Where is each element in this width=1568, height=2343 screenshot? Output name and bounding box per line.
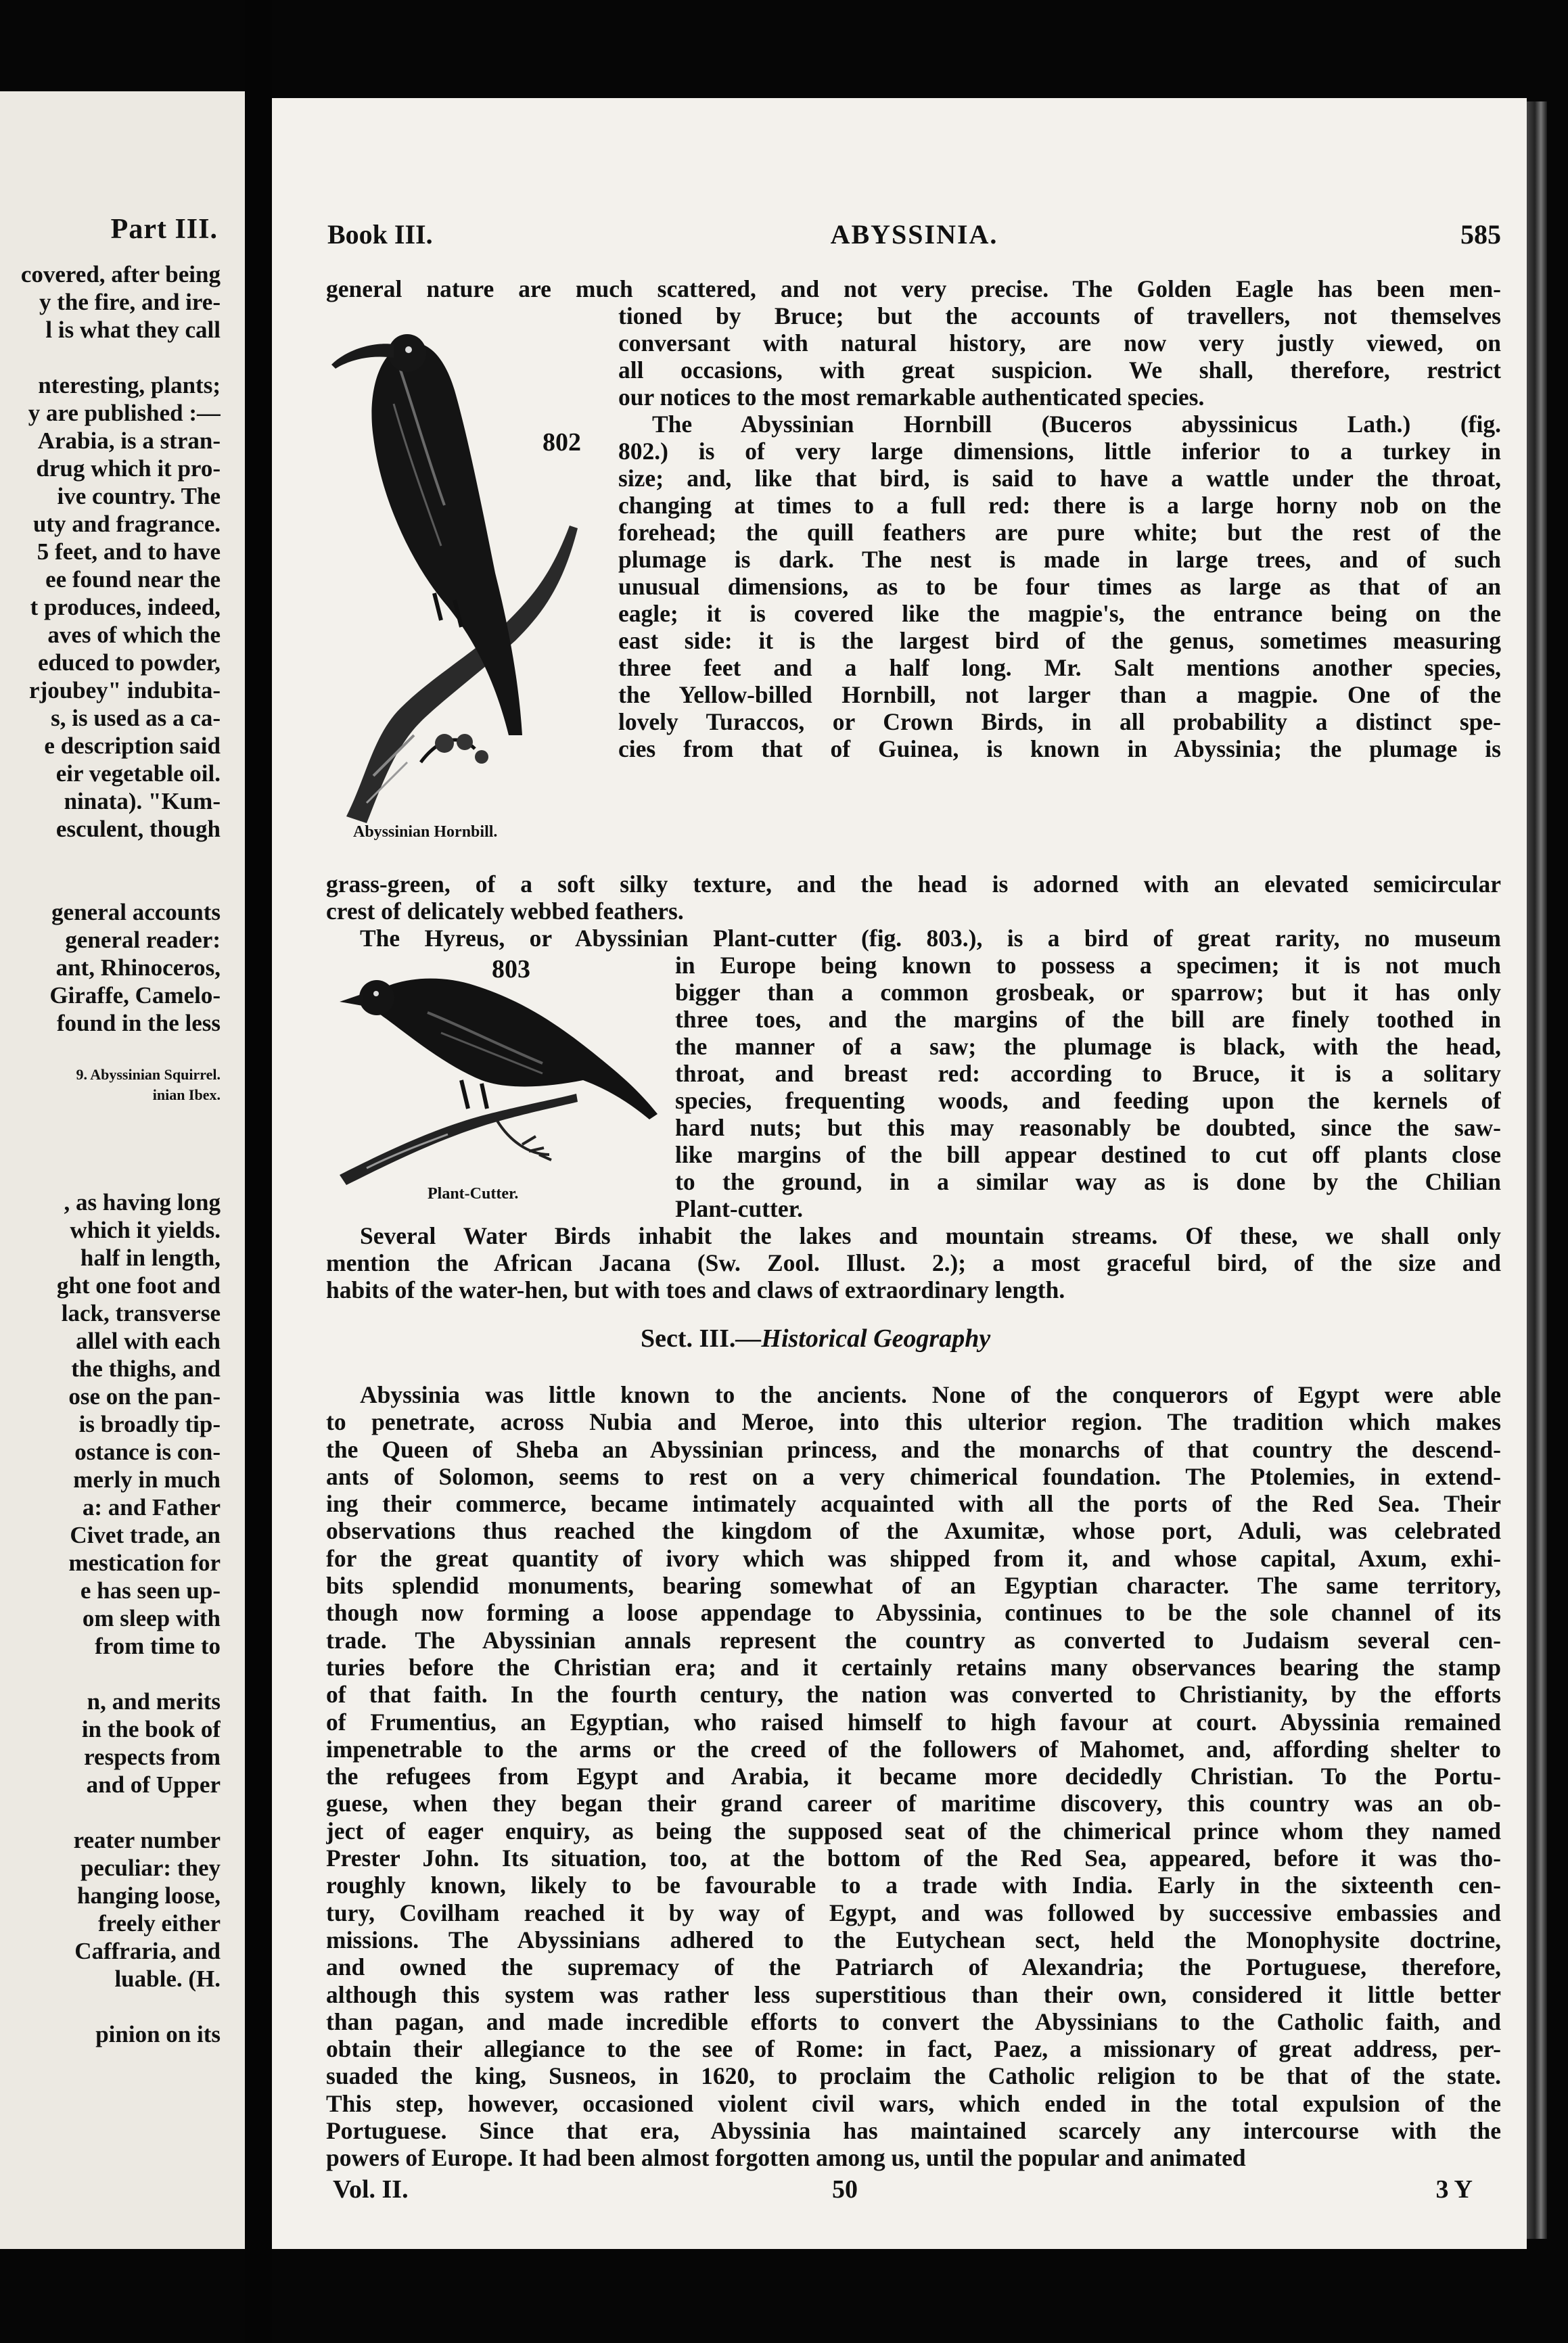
left-page-line: the thighs, and: [71, 1355, 221, 1382]
history-line: although this system was rather less superstitious than their own, considered it little better: [326, 1980, 1501, 2008]
left-page-line: eir vegetable oil.: [55, 760, 221, 787]
book-gutter: [245, 0, 272, 2343]
history-line: missions. The Abyssinians adhered to the Eutychean sect, held the Monophysite doctrine,: [326, 1926, 1501, 1953]
history-line: than pagan, and made incredible efforts to convert the Abyssinians to the Catholic faith, and: [326, 2008, 1501, 2035]
left-page-line: lack, transverse: [61, 1300, 221, 1326]
paragraph-3: in Europe being known to possess a specimen; it is not much bigger than a common grosbeak, or sparrow; but it has only three toes, and the margins of the bill are finely toothed in the manner of a saw; the plumage is black, with the head, throat, and breast red: according to Bruce, it is a solitary species, frequenting woods, and feeding upon the kernels of hard nuts; but this may reasonably be doubted, since the saw- like margins of the bill appear destined to cut off plants close to the ground, in a similar way as is done by the Chilian Plant-cutter.: [675, 952, 1501, 1222]
left-page-line: which it yields.: [70, 1217, 221, 1243]
left-page-line: [0, 843, 221, 871]
left-page-line: found in the less: [56, 1010, 221, 1036]
left-page-line: ee found near the: [45, 566, 221, 593]
left-page-line: n, and merits: [87, 1688, 221, 1715]
left-page-line: hanging loose,: [77, 1882, 221, 1909]
volume-label: Vol. II.: [333, 2175, 409, 2204]
history-line: guese, when they began their grand career of maritime discovery, this country was an ob-: [326, 1790, 1501, 1817]
left-page-line: is broadly tip-: [78, 1411, 221, 1437]
left-page-line: ostance is con-: [74, 1439, 221, 1465]
left-page-line: 5 feet, and to have: [37, 538, 221, 565]
section-title: —Historical Geography: [735, 1324, 991, 1353]
left-page-line: Arabia, is a stran-: [37, 427, 221, 454]
history-line: though now forming a loose appendage to Abyssinia, continues to be the sole channel of its: [326, 1599, 1501, 1627]
page-footer: [333, 2175, 1483, 2208]
left-page-caption-line: 9. Abyssinian Squirrel.: [76, 1066, 221, 1083]
paragraph-1-lead: general nature are much scattered, and not very precise. The Golden Eagle has been men-: [326, 275, 1501, 302]
left-page-line: a: and Father: [82, 1494, 221, 1521]
running-header: [327, 218, 1501, 259]
plant-cutter-illustration: [326, 952, 678, 1195]
left-page-line: t produces, indeed,: [30, 594, 221, 620]
history-line: tury, Covilham reached it by way of Egypt, and was followed by successive embassies and: [326, 1899, 1501, 1926]
left-page-line: [0, 1993, 221, 2020]
left-page-text: [0, 260, 221, 2048]
left-page-line: [0, 344, 221, 371]
paragraph-2-tail: grass-green, of a soft silky texture, and the head is adorned with an elevated semicircular crest of delicately webbed feathers.: [326, 871, 1501, 925]
left-page-line: general reader:: [65, 927, 221, 953]
left-page-line: om sleep with: [82, 1605, 221, 1631]
left-page-line: ant, Rhinoceros,: [55, 954, 221, 981]
left-page-line: [0, 1161, 221, 1188]
left-page-line: from time to: [95, 1633, 221, 1659]
left-page-line: ght one foot and: [56, 1272, 221, 1299]
left-page-line: freely either: [97, 1910, 221, 1936]
left-page-line: mestication for: [68, 1550, 221, 1576]
left-page-line: [0, 1037, 221, 1065]
history-line: to penetrate, across Nubia and Meroe, into this ulterior region. The tradition which makes: [326, 1408, 1501, 1436]
history-line: the Queen of Sheba an Abyssinian princess, and the monarchs of that country the descend-: [326, 1435, 1501, 1463]
left-page-line: esculent, though: [55, 816, 221, 842]
left-page-line: rjoubey" indubita-: [29, 677, 221, 703]
left-page-line: ninata). "Kum-: [64, 788, 221, 814]
figure-number: 802: [543, 428, 581, 457]
page-title: ABYSSINIA.: [830, 219, 998, 250]
history-line: roughly known, likely to be favourable to a trade with India. Early in the sixteenth cen-: [326, 1872, 1501, 1899]
history-line: ing their commerce, became intimately acquainted with all the ports of the Red Sea. Their: [326, 1490, 1501, 1518]
left-page-line: e description said: [44, 733, 221, 759]
left-page-line: drug which it pro-: [36, 455, 221, 482]
figure-803: [326, 952, 678, 1222]
paragraph-3-lead: The Hyreus, or Abyssinian Plant-cutter (fig. 803.), is a bird of great rarity, no museum: [360, 925, 1501, 952]
left-page-line: Caffraria, and: [74, 1938, 221, 1964]
figure-number: 803: [492, 955, 530, 983]
book-label: Book III.: [327, 219, 433, 250]
main-page: [272, 98, 1527, 2249]
book-spine: [1527, 101, 1547, 2239]
paragraph-1: tioned by Bruce; but the accounts of travellers, not themselves conversant with natural history, are now very justly viewed, on all occasions, with great suspicion. We shall, therefore, restrict our notices to the most remarkable authenticated species.: [618, 302, 1501, 411]
figure-caption: Plant-Cutter.: [428, 1185, 519, 1203]
left-page-line: y the fire, and ire-: [39, 289, 221, 315]
left-page-line: Giraffe, Camelo-: [49, 982, 221, 1008]
history-line: Abyssinia was little known to the ancients. None of the conquerors of Egypt were able: [360, 1381, 1501, 1408]
paragraph-2: The Abyssinian Hornbill (Buceros abyssinicus Lath.) (fig. 802.) is of very large dimensions, little inferior to a turkey in size; and, like that bird, is said to have a wattle under the throat, changing at times to a full red: there is a large horny nob on the forehead; the quill feathers are pure white; but the rest of the plumage is dark. The nest is made in large trees, and of such unusual dimensions, as to be four times as large as that of an eagle; it is covered like the magpie's, the entrance being on the east side: it is the largest bird of the genus, sometimes measuring three feet and a half long. Mr. Salt mentions another species, the Yellow-billed Hornbill, not larger than a magpie. One of the lovely Turaccos, or Crown Birds, in all probability a distinct spe- cies from that of Guinea, is known in Abyssinia; the plumage is: [618, 411, 1501, 762]
history-line: observations thus reached the kingdom of the Axumitæ, whose port, Aduli, was celebrated: [326, 1517, 1501, 1545]
history-line: and owned the supremacy of the Patriarch of Alexandria; the Portuguese, therefore,: [326, 1953, 1501, 1981]
history-line: ants of Solomon, seems to rest on a very chimerical foundation. The Ptolemies, in extend-: [326, 1462, 1501, 1490]
left-page-line: uty and fragrance.: [32, 511, 221, 537]
left-page-line: respects from: [84, 1744, 221, 1770]
history-line: Prester John. Its situation, too, at the bottom of the Red Sea, appeared, before it was tho-: [326, 1845, 1501, 1872]
left-page-line: [0, 1105, 221, 1133]
left-page-line: [0, 1799, 221, 1826]
history-line: bits splendid monuments, bearing somewhat of an Egyptian character. The same territory,: [326, 1572, 1501, 1600]
left-page-line: Civet trade, an: [70, 1522, 221, 1548]
signature-mark: 3 Y: [1435, 2175, 1473, 2204]
left-page-header: Part III.: [110, 214, 218, 245]
left-page: [0, 91, 245, 2249]
history-line: for the great quantity of ivory which was shipped from it, and whose capital, Axum, exhi-: [326, 1544, 1501, 1572]
history-line: obtain their allegiance to the see of Rome: in fact, Paez, a missionary of great address, per-: [326, 2035, 1501, 2063]
history-line: impenetrable to the arms or the creed of the followers of Mahomet, and, affording shelter to: [326, 1735, 1501, 1763]
left-page-line: aves of which the: [47, 622, 221, 648]
left-page-line: ive country. The: [57, 483, 221, 509]
hornbill-illustration: [326, 302, 610, 837]
left-page-line: y are published :—: [28, 400, 221, 426]
gathering-number: 50: [832, 2175, 858, 2204]
history-line: Portuguese. Since that era, Abyssinia has maintained scarcely any intercourse with the: [326, 2117, 1501, 2145]
page-number: 585: [1460, 219, 1501, 250]
history-line: of Frumentius, an Egyptian, who raised himself to high favour at court. Abyssinia remained: [326, 1708, 1501, 1736]
left-page-line: in the book of: [81, 1716, 221, 1742]
section-heading: [641, 1324, 990, 1353]
left-page-line: reater number: [73, 1827, 221, 1853]
paragraph-4: Several Water Birds inhabit the lakes and mountain streams. Of these, we shall only mention the African Jacana (Sw. Zool. Illust. 2.); a most graceful bird, of the size and habits of the water-hen, but with toes and claws of extraordinary length.: [326, 1222, 1501, 1303]
left-page-line: ose on the pan-: [68, 1383, 221, 1410]
history-line: of that faith. In the fourth century, the nation was converted to Christianity, by the efforts: [326, 1681, 1501, 1709]
history-line: trade. The Abyssinian annals represent the country as converted to Judaism several cen-: [326, 1626, 1501, 1654]
left-page-line: s, is used as a ca-: [51, 705, 221, 731]
left-page-line: covered, after being: [20, 261, 221, 287]
left-page-line: [0, 1660, 221, 1688]
left-page-line: , as having long: [64, 1189, 221, 1215]
left-page-line: allel with each: [76, 1328, 221, 1354]
left-page-line: educed to powder,: [38, 649, 221, 676]
left-page-line: half in length,: [80, 1245, 221, 1271]
left-page-line: general accounts: [51, 899, 221, 925]
left-page-line: peculiar: they: [80, 1855, 221, 1881]
history-line: This step, however, occasioned violent civil wars, which ended in the total expulsion of the: [326, 2089, 1501, 2117]
left-page-caption-line: inian Ibex.: [152, 1086, 221, 1103]
left-page-line: l is what they call: [45, 317, 221, 343]
left-page-line: luable. (H.: [114, 1966, 221, 1992]
left-page-line: [0, 871, 221, 898]
history-line: ject of eager enquiry, as being the supposed seat of the chimerical prince whom they named: [326, 1817, 1501, 1845]
history-line: powers of Europe. It had been almost forgotten among us, until the popular and animated: [326, 2144, 1246, 2172]
left-page-line: e has seen up-: [80, 1577, 221, 1604]
history-line: turies before the Christian era; and it certainly retains many observances bearing the stamp: [326, 1653, 1501, 1681]
left-page-line: [0, 1133, 221, 1161]
left-page-line: merly in much: [73, 1466, 221, 1493]
history-line: the refugees from Egypt and Arabia, it became more decidedly Christian. To the Portu-: [326, 1763, 1501, 1790]
history-line: suaded the king, Susneos, in 1620, to proclaim the Catholic religion to be that of the state.: [326, 2062, 1501, 2090]
figure-802: [326, 302, 610, 864]
left-page-line: and of Upper: [86, 1771, 221, 1798]
figure-caption: Abyssinian Hornbill.: [353, 823, 498, 841]
left-page-line: pinion on its: [95, 2021, 221, 2047]
left-page-line: nteresting, plants;: [38, 372, 221, 398]
historical-geography-text: [326, 1381, 1501, 2172]
section-label: Sect. III.: [641, 1324, 736, 1353]
